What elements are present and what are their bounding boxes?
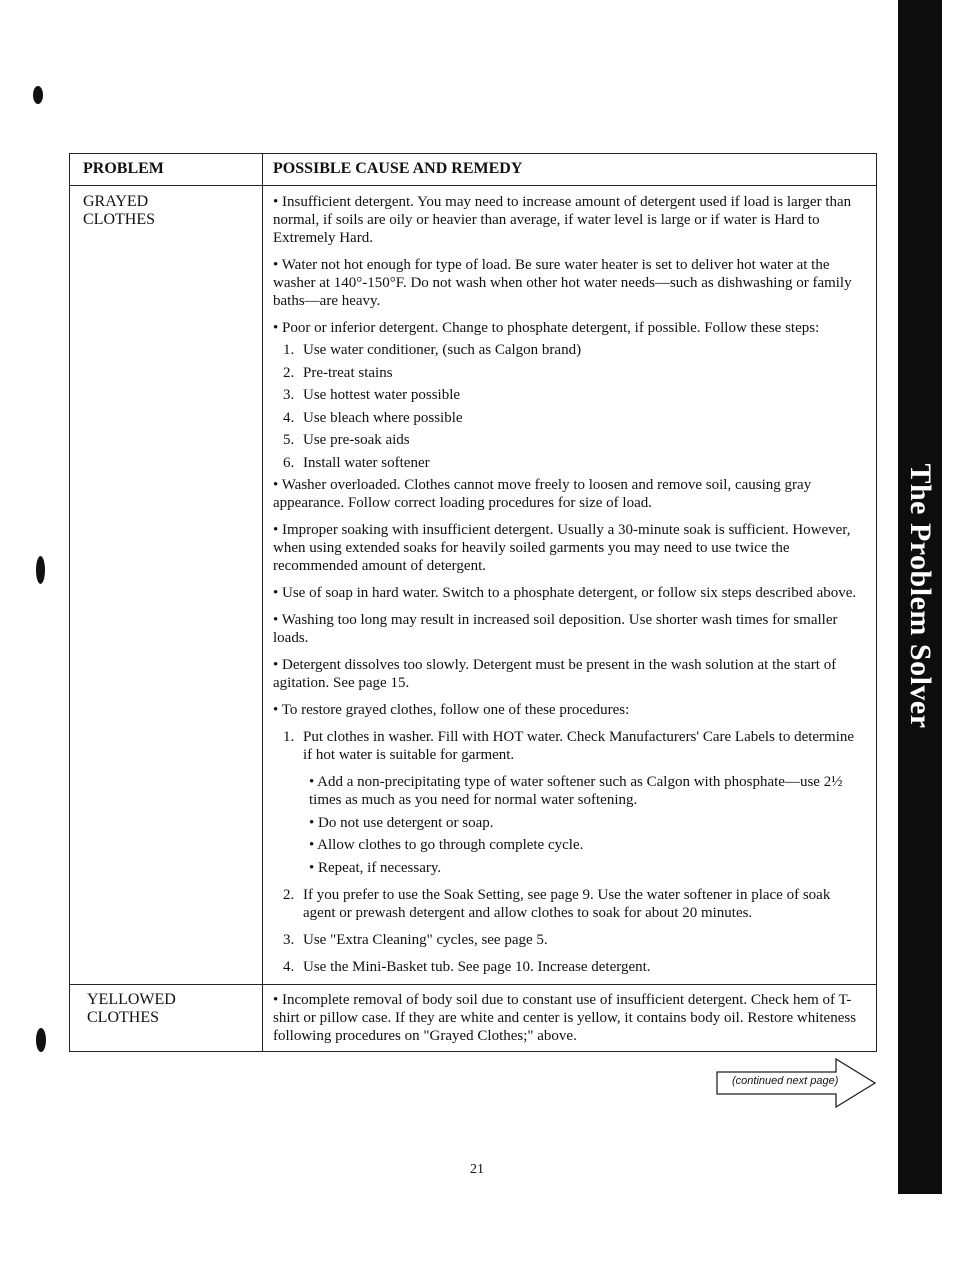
remedy-bullet: • Washing too long may result in increased soil deposition. Use shorter wash times for smaller loads. [273, 612, 838, 646]
page-number: 21 [470, 1162, 484, 1177]
side-tab [898, 0, 942, 1194]
remedy-bullet: • Washer overloaded. Clothes cannot move freely to loosen and remove soil, causing gray appearance. Follow correct loading procedures for size of load. [273, 477, 812, 511]
side-tab-label: The Problem Solver [904, 463, 937, 729]
continued-label: (continued next page) [732, 1075, 839, 1087]
list-item: 2. If you prefer to use the Soak Setting, see page 9. Use the water softener in place of soak agent or prewash detergent and allow clothes to soak for about 20 minutes. [283, 886, 831, 921]
remedy-cell-yellowed [263, 985, 876, 1051]
binding-mark [33, 86, 43, 104]
list-item: 1. Use water conditioner, (such as Calgon brand) [283, 342, 582, 358]
table-row-yellowed-clothes [70, 985, 876, 1051]
binding-mark [36, 1028, 46, 1052]
continued-next-page-arrow [716, 1058, 880, 1110]
remedy-bullet: • Improper soaking with insufficient detergent. Usually a 30-minute soak is sufficient. However, when using extended soaks for heavily soiled garments you may need to use twice the recommended amount of detergent. [273, 522, 851, 574]
remedy-column-header: POSSIBLE CAUSE AND REMEDY [273, 160, 523, 177]
sub-bullet: • Add a non-precipitating type of water softener such as Calgon with phosphate—use 2½ times as much as you need for normal water softening. [309, 774, 843, 808]
problem-solver-table [69, 153, 877, 1052]
list-item: 6. Install water softener [283, 454, 430, 471]
remedy-bullet: • Insufficient detergent. You may need to increase amount of detergent used if load is larger than normal, if soils are oily or heavier than average, if water level is large or if water is Hard to Extremely Hard. [273, 194, 852, 246]
problem-cell-grayed: GRAYED CLOTHES [70, 186, 263, 984]
remedy-bullet: • Detergent dissolves too slowly. Detergent must be present in the wash solution at the start of agitation. See page 15. [273, 657, 837, 691]
list-item: 4. Use the Mini-Basket tub. See page 10. Increase detergent. [283, 958, 651, 975]
table-header-row [70, 154, 876, 186]
binding-mark [36, 556, 45, 584]
list-item: 2. Pre-treat stains [283, 364, 393, 381]
list-item: 4. Use bleach where possible [283, 409, 463, 426]
remedy-bullet: • To restore grayed clothes, follow one of these procedures: [273, 702, 630, 718]
sub-bullet: • Allow clothes to go through complete cycle. [309, 837, 584, 853]
list-item: 5. Use pre-soak aids [283, 432, 410, 448]
sub-bullet: • Repeat, if necessary. [309, 859, 442, 876]
remedy-cell-grayed [263, 186, 876, 984]
list-item: 3. Use "Extra Cleaning" cycles, see page 5. [283, 931, 548, 948]
table-row-grayed-clothes [70, 186, 876, 985]
problem-cell-yellowed: YELLOWED CLOTHES [70, 985, 263, 1051]
remedy-bullet: • Water not hot enough for type of load. Be sure water heater is set to deliver hot water at the washer at 140°-150°F. Do not wash when other hot water needs—such as dishwashing or family baths—are heavy. [273, 257, 852, 309]
problem-column-header: PROBLEM [70, 154, 263, 185]
remedy-bullet: • Use of soap in hard water. Switch to a phosphate detergent, or follow six steps described above. [273, 585, 857, 601]
remedy-bullet: • Incomplete removal of body soil due to constant use of insufficient detergent. Check hem of T-shirt or pillow case. If they are white and center is yellow, it contains body oil. Restore whiteness following procedures on "Grayed Clothes;" above. [273, 991, 857, 1044]
sub-bullet: • Do not use detergent or soap. [309, 814, 494, 831]
list-item: 1. Put clothes in washer. Fill with HOT water. Check Manufacturers' Care Labels to determine if hot water is suitable for garment. [283, 729, 855, 763]
remedy-bullet: • Poor or inferior detergent. Change to phosphate detergent, if possible. Follow these steps: [273, 320, 820, 336]
list-item: 3. Use hottest water possible [283, 387, 461, 403]
